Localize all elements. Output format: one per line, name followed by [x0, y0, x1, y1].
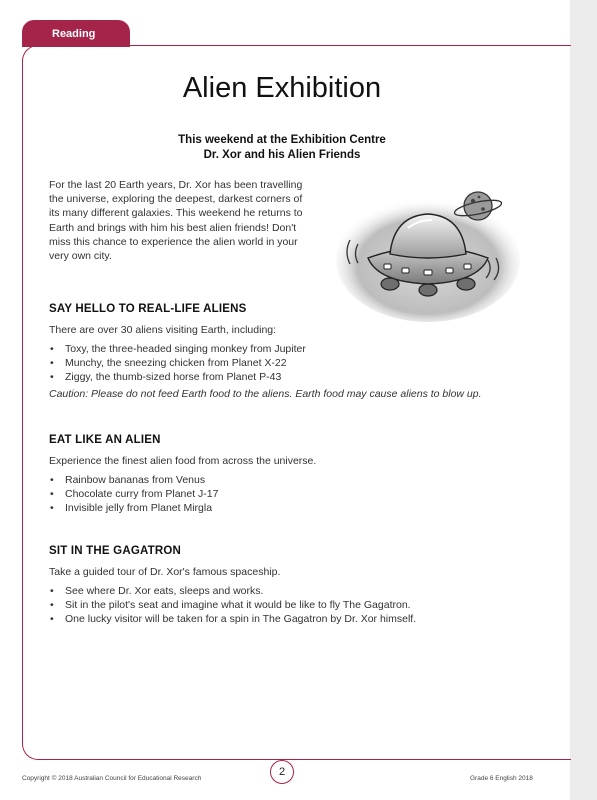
list-item: • Chocolate curry from Planet J-17	[49, 488, 549, 502]
page-number: 2	[270, 760, 294, 784]
section-intro: Take a guided tour of Dr. Xor's famous spaceship.	[49, 566, 281, 578]
subheading-line-2: Dr. Xor and his Alien Friends	[203, 149, 361, 161]
section-title: SIT IN THE GAGATRON	[49, 545, 182, 557]
bullet-list	[49, 343, 549, 384]
subheading-line-1: This weekend at the Exhibition Centre	[178, 134, 386, 146]
section-intro: There are over 30 aliens visiting Earth, including:	[49, 324, 277, 336]
list-item: • Invisible jelly from Planet Mirgla	[49, 502, 549, 516]
section-tab-label: Reading	[52, 28, 96, 40]
list-item: • One lucky visitor will be taken for a spin in The Gagatron by Dr. Xor himself.	[49, 613, 549, 627]
caution-note: Caution: Please do not feed Earth food to the aliens. Earth food may cause aliens to blow up.	[49, 388, 482, 401]
section-title: SAY HELLO TO REAL-LIFE ALIENS	[49, 303, 247, 315]
grade-label: Grade 6 English 2018	[470, 775, 533, 782]
list-item: • Toxy, the three-headed singing monkey from Jupiter	[49, 343, 549, 357]
section-tab	[22, 20, 130, 47]
list-item: • Ziggy, the thumb-sized horse from Planet P-43	[49, 371, 549, 385]
section-food	[49, 434, 549, 515]
list-item: • Munchy, the sneezing chicken from Planet X-22	[49, 357, 549, 371]
section-intro: Experience the finest alien food from across the universe.	[49, 455, 317, 467]
copyright-text: Copyright © 2018 Australian Council for Educational Research	[22, 775, 202, 782]
section-aliens	[49, 303, 549, 400]
subheading	[22, 133, 542, 163]
intro-paragraph: For the last 20 Earth years, Dr. Xor has been travelling the universe, exploring the deepest, darkest corners of its many different galaxies. This weekend he returns to Earth and brings with him his best alien friends! Don't miss this chance to experience the alien world in your very own city.	[49, 179, 303, 263]
list-item: • See where Dr. Xor eats, sleeps and works.	[49, 585, 549, 599]
bullet-list	[49, 474, 549, 515]
page-title: Alien Exhibition	[182, 72, 382, 104]
section-title: EAT LIKE AN ALIEN	[49, 434, 161, 446]
page-margin-strip	[570, 0, 597, 800]
list-item: • Rainbow bananas from Venus	[49, 474, 549, 488]
list-item: • Sit in the pilot's seat and imagine what it would be like to fly The Gagatron.	[49, 599, 549, 613]
bullet-list	[49, 585, 549, 626]
section-gagatron	[49, 545, 549, 626]
